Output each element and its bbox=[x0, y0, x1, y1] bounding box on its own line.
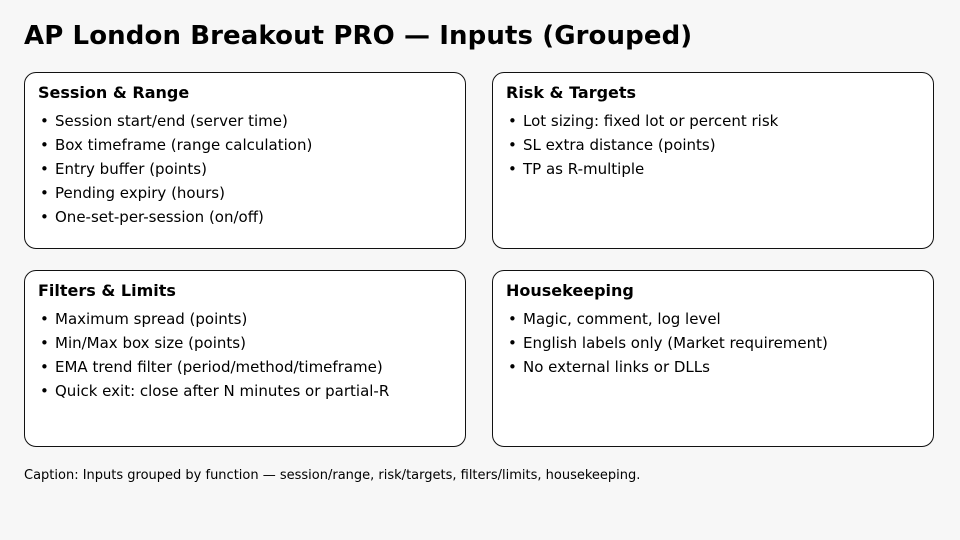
bullet-icon: • bbox=[508, 358, 517, 376]
list-item bbox=[40, 307, 389, 331]
list-item-text: SL extra distance (points) bbox=[523, 136, 716, 154]
bullet-icon: • bbox=[40, 136, 49, 154]
bullet-icon: • bbox=[40, 184, 49, 202]
card-risk-targets bbox=[492, 72, 934, 249]
card-item-list bbox=[40, 109, 312, 229]
list-item-text: Entry buffer (points) bbox=[55, 160, 207, 178]
list-item-text: Quick exit: close after N minutes or partial-R bbox=[55, 382, 390, 400]
list-item-text: Magic, comment, log level bbox=[523, 310, 721, 328]
bullet-icon: • bbox=[508, 112, 517, 130]
list-item-text: English labels only (Market requirement) bbox=[523, 334, 828, 352]
list-item-text: Min/Max box size (points) bbox=[55, 334, 246, 352]
list-item bbox=[508, 331, 828, 355]
bullet-icon: • bbox=[40, 208, 49, 226]
bullet-icon: • bbox=[40, 160, 49, 178]
list-item-text: Box timeframe (range calculation) bbox=[55, 136, 313, 154]
list-item-text: TP as R-multiple bbox=[523, 160, 645, 178]
card-heading: Filters & Limits bbox=[38, 281, 176, 300]
list-item bbox=[40, 355, 389, 379]
bullet-icon: • bbox=[40, 112, 49, 130]
card-filters-limits bbox=[24, 270, 466, 447]
list-item-text: EMA trend filter (period/method/timeframe) bbox=[55, 358, 383, 376]
bullet-icon: • bbox=[508, 136, 517, 154]
list-item bbox=[40, 181, 312, 205]
list-item-text: No external links or DLLs bbox=[523, 358, 710, 376]
page-title: AP London Breakout PRO — Inputs (Grouped) bbox=[24, 21, 693, 51]
list-item bbox=[40, 133, 312, 157]
bullet-icon: • bbox=[40, 358, 49, 376]
list-item bbox=[40, 379, 389, 403]
list-item bbox=[508, 133, 778, 157]
list-item-text: Pending expiry (hours) bbox=[55, 184, 225, 202]
bullet-icon: • bbox=[40, 382, 49, 400]
card-item-list bbox=[508, 109, 778, 181]
card-heading: Risk & Targets bbox=[506, 83, 637, 102]
card-item-list bbox=[40, 307, 389, 403]
list-item bbox=[40, 109, 312, 133]
list-item-text: Maximum spread (points) bbox=[55, 310, 248, 328]
card-housekeeping bbox=[492, 270, 934, 447]
bullet-icon: • bbox=[40, 310, 49, 328]
bullet-icon: • bbox=[40, 334, 49, 352]
bullet-icon: • bbox=[508, 160, 517, 178]
list-item bbox=[508, 109, 778, 133]
list-item-text: Session start/end (server time) bbox=[55, 112, 288, 130]
figure-caption: Caption: Inputs grouped by function — session/range, risk/targets, filters/limits, housekeeping. bbox=[24, 468, 641, 483]
list-item bbox=[40, 157, 312, 181]
card-item-list bbox=[508, 307, 828, 379]
card-heading: Session & Range bbox=[38, 83, 190, 102]
bullet-icon: • bbox=[508, 334, 517, 352]
list-item bbox=[40, 205, 312, 229]
list-item-text: One-set-per-session (on/off) bbox=[55, 208, 264, 226]
bullet-icon: • bbox=[508, 310, 517, 328]
list-item bbox=[508, 157, 778, 181]
card-session-range bbox=[24, 72, 466, 249]
list-item bbox=[40, 331, 389, 355]
card-heading: Housekeeping bbox=[506, 281, 634, 300]
list-item bbox=[508, 355, 828, 379]
list-item-text: Lot sizing: fixed lot or percent risk bbox=[523, 112, 779, 130]
list-item bbox=[508, 307, 828, 331]
